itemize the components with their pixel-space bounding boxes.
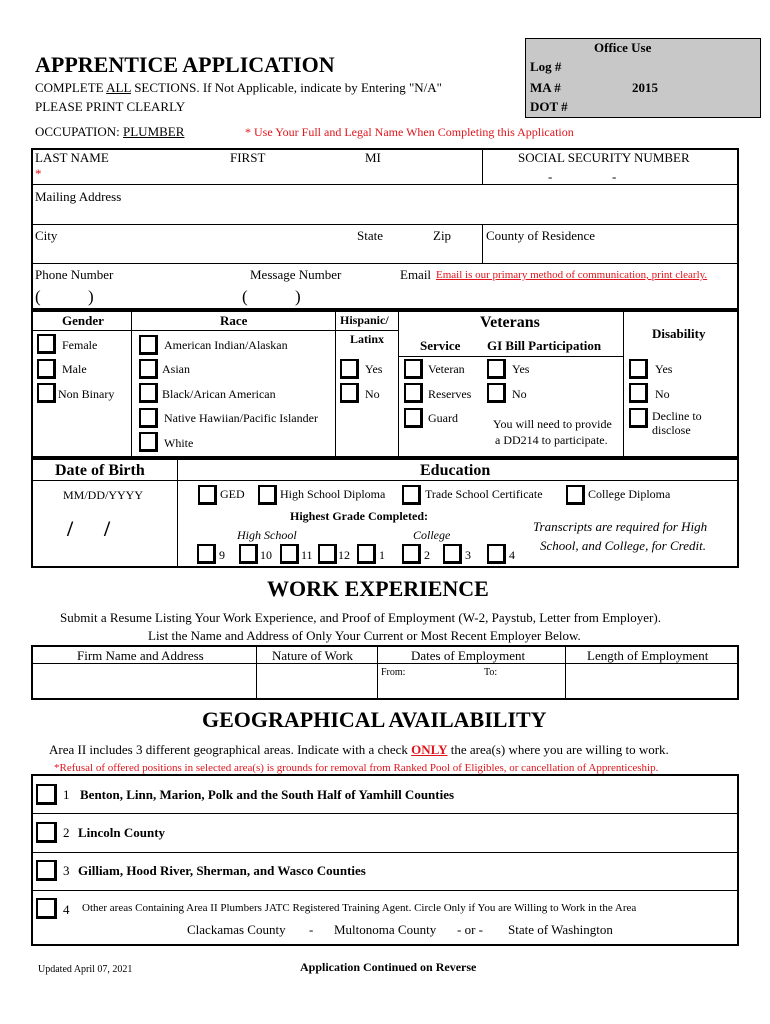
legal-name-note: * Use Your Full and Legal Name When Completing this Application [245,125,574,139]
mailing-address-input[interactable] [35,205,730,222]
log-label: Log # [530,59,562,74]
message-paren-open: ( [242,287,248,306]
race-pacific-islander-label: Native Hawiian/Pacific Islander [164,411,318,425]
hispanic-no-checkbox[interactable] [340,383,359,403]
geo-instruction-pre: Area II includes 3 different geographical areas. Indicate with a check [49,742,412,757]
phone-label: Phone Number [35,267,114,282]
service-guard-checkbox[interactable] [404,408,423,428]
service-reserves-checkbox[interactable] [404,383,423,403]
trade-school-checkbox[interactable] [402,485,421,505]
ssn-label: SOCIAL SECURITY NUMBER [518,150,690,165]
instr1-all: ALL [106,80,131,95]
phone-paren-close: ) [88,287,94,306]
page-title: APPRENTICE APPLICATION [35,52,335,77]
continued-note: Application Continued on Reverse [300,960,477,974]
dob-input[interactable] [40,510,170,550]
service-guard-label: Guard [428,411,458,425]
gi-bill-yes-label: Yes [512,362,530,376]
ged-label: GED [220,487,245,501]
area-2-checkbox[interactable] [36,822,57,843]
to-input[interactable] [484,680,562,698]
college-1-checkbox[interactable] [357,544,376,564]
geo-header: GEOGRAPHICAL AVAILABILITY [202,707,547,732]
ssn-dash-1: - [548,169,553,184]
gender-male-checkbox[interactable] [37,359,56,379]
area-2-text: Lincoln County [78,825,166,840]
grade-9-label: 9 [219,548,225,562]
dob-format: MM/DD/YYYY [63,488,144,502]
instructions-line2: PLEASE PRINT CLEARLY [35,99,186,114]
area-4-text: Other areas Containing Area II Plumbers JATC Registered Training Agent. Circle Only if You are Willing to Work in the Area [82,902,637,914]
email-input[interactable] [400,287,730,307]
mailing-address-label: Mailing Address [35,189,122,204]
gi-bill-yes-checkbox[interactable] [487,359,506,379]
other-area-dash-2: - or - [457,922,483,937]
other-area-clackamas[interactable]: Clackamas County [187,922,286,937]
nature-input[interactable] [259,666,375,698]
ma-label: MA # [530,80,561,95]
geo-instruction-post: the area(s) where you are willing to work. [447,742,669,757]
phone-input[interactable] [35,287,235,307]
office-use-title: Office Use [594,40,652,55]
area-3-checkbox[interactable] [36,860,57,881]
work-instruction-2: List the Name and Address of Only Your Current or Most Recent Employer Below. [148,628,581,643]
hispanic-header-1: Hispanic/ [340,313,389,327]
gender-male-label: Male [62,362,87,376]
education-header: Education [420,462,491,479]
veterans-header: Veterans [480,314,540,331]
college-2-label: 2 [424,548,430,562]
grade-11-checkbox[interactable] [280,544,299,564]
hs-diploma-checkbox[interactable] [258,485,277,505]
race-asian-checkbox[interactable] [139,359,158,379]
grade-9-checkbox[interactable] [197,544,216,564]
service-header: Service [420,338,461,353]
area-2-num: 2 [63,825,70,840]
geo-refusal-note: *Refusal of offered positions in selected area(s) is grounds for removal from Ranked Pool of Eligibles, or cancellation of Apprenticeship. [54,762,659,774]
col-nature: Nature of Work [272,648,354,663]
disability-yes-label: Yes [655,362,673,376]
disability-yes-checkbox[interactable] [629,359,648,379]
ssn-dash-2: - [612,169,617,184]
college-3-checkbox[interactable] [443,544,462,564]
grade-12-checkbox[interactable] [318,544,337,564]
race-pacific-islander-checkbox[interactable] [139,408,158,428]
college-4-label: 4 [509,548,515,562]
occupation-value: PLUMBER [123,124,185,139]
area-4-num: 4 [63,902,70,917]
college-3-label: 3 [465,548,471,562]
last-name-label: LAST NAME [35,150,109,165]
county-input[interactable] [486,245,734,262]
instructions-line1 [35,81,442,94]
first-name-input[interactable] [230,166,355,182]
dd214-note-1: You will need to provide [493,417,612,431]
to-label: To: [484,667,498,678]
gender-nonbinary-label: Non Binary [58,387,115,401]
state-label: State [357,228,383,243]
mi-label: MI [365,150,381,165]
grade-10-checkbox[interactable] [239,544,258,564]
other-area-multonoma[interactable]: Multonoma County [334,922,437,937]
college-4-checkbox[interactable] [487,544,506,564]
hispanic-header-2: Latinx [350,332,385,346]
length-input[interactable] [568,666,736,698]
dot-label: DOT # [530,99,568,114]
disability-no-label: No [655,387,670,401]
gender-female-checkbox[interactable] [37,334,56,354]
dob-slash-2: / [104,516,111,541]
firm-input[interactable] [34,666,254,698]
grade-10-label: 10 [260,548,272,562]
state-input[interactable] [357,245,422,262]
dob-slash-1: / [67,516,74,541]
disability-decline-checkbox[interactable] [629,408,648,428]
hispanic-yes-checkbox[interactable] [340,359,359,379]
zip-input[interactable] [430,245,478,262]
dd214-note-2: a DD214 to participate. [495,433,608,447]
area-3-text: Gilliam, Hood River, Sherman, and Wasco Counties [78,863,366,878]
transcripts-note-2: School, and College, for Credit. [540,538,706,553]
email-label: Email [400,267,432,282]
gi-bill-header: GI Bill Participation [487,338,602,353]
race-black-checkbox[interactable] [139,383,158,403]
updated-date: Updated April 07, 2021 [38,964,133,975]
last-name-input[interactable] [45,150,220,182]
disability-decline-label-2: disclose [652,423,691,437]
message-paren-close: ) [295,287,301,306]
service-reserves-label: Reserves [428,387,472,401]
race-black-label: Black/Arican American [162,387,276,401]
email-note: Email is our primary method of communication, print clearly. [436,269,708,281]
gender-nonbinary-checkbox[interactable] [37,383,56,403]
race-white-checkbox[interactable] [139,432,158,452]
geo-only: ONLY [411,742,448,757]
area-3-num: 3 [63,863,70,878]
disability-no-checkbox[interactable] [629,383,648,403]
college-2-checkbox[interactable] [402,544,421,564]
dob-header: Date of Birth [55,462,145,479]
geo-instruction [49,743,669,756]
high-school-label: High School [237,528,297,542]
message-input[interactable] [242,287,392,307]
instr1-post: SECTIONS. If Not Applicable, indicate by Entering "N/A" [130,80,442,95]
county-label: County of Residence [486,228,596,243]
gi-bill-no-label: No [512,387,527,401]
hs-diploma-label: High School Diploma [280,487,386,501]
col-firm: Firm Name and Address [77,648,204,663]
city-label: City [35,228,58,243]
gi-bill-no-checkbox[interactable] [487,383,506,403]
occupation [35,125,184,138]
work-experience-header: WORK EXPERIENCE [267,576,489,601]
col-dates: Dates of Employment [411,648,526,663]
phone-paren-open: ( [35,287,41,306]
college-1-label: 1 [379,548,385,562]
hispanic-no-label: No [365,387,380,401]
message-label: Message Number [250,267,342,282]
highest-grade-label: Highest Grade Completed: [290,509,428,523]
ssn-input[interactable] [490,166,730,182]
race-american-indian-label: American Indian/Alaskan [164,338,288,352]
from-input[interactable] [381,680,476,698]
mi-input[interactable] [365,166,475,182]
from-label: From: [381,667,406,678]
college-diploma-label: College Diploma [588,487,671,501]
grade-12-label: 12 [338,548,350,562]
race-header: Race [220,313,248,328]
race-white-label: White [164,436,194,450]
first-name-label: FIRST [230,150,266,165]
ma-year: 2015 [632,80,658,95]
area-1-checkbox[interactable] [36,784,57,805]
trade-school-label: Trade School Certificate [425,487,543,501]
service-veteran-checkbox[interactable] [404,359,423,379]
zip-label: Zip [433,228,452,243]
race-american-indian-checkbox[interactable] [139,335,158,355]
city-input[interactable] [35,245,335,262]
service-veteran-label: Veteran [428,362,465,376]
occupation-label: OCCUPATION: [35,124,124,139]
transcripts-note-1: Transcripts are required for High [533,519,708,534]
other-area-dash-1: - [309,922,314,937]
ged-checkbox[interactable] [198,485,217,505]
disability-decline-label-1: Decline to [652,409,702,423]
instr1-pre: COMPLETE [35,80,107,95]
area-4-checkbox[interactable] [36,898,57,919]
disability-header: Disability [652,326,706,341]
last-name-asterisk: * [35,166,42,181]
area-1-num: 1 [63,787,70,802]
gender-header: Gender [62,313,104,328]
other-area-washington[interactable]: State of Washington [508,922,613,937]
race-asian-label: Asian [162,362,190,376]
college-diploma-checkbox[interactable] [566,485,585,505]
col-length: Length of Employment [587,648,709,663]
college-label: College [413,528,451,542]
gender-female-label: Female [62,338,98,352]
area-1-text: Benton, Linn, Marion, Polk and the South Half of Yamhill Counties [80,787,455,802]
hispanic-yes-label: Yes [365,362,383,376]
grade-11-label: 11 [301,548,313,562]
work-instruction-1: Submit a Resume Listing Your Work Experience, and Proof of Employment (W-2, Paystub, Letter from Employer). [60,610,661,625]
